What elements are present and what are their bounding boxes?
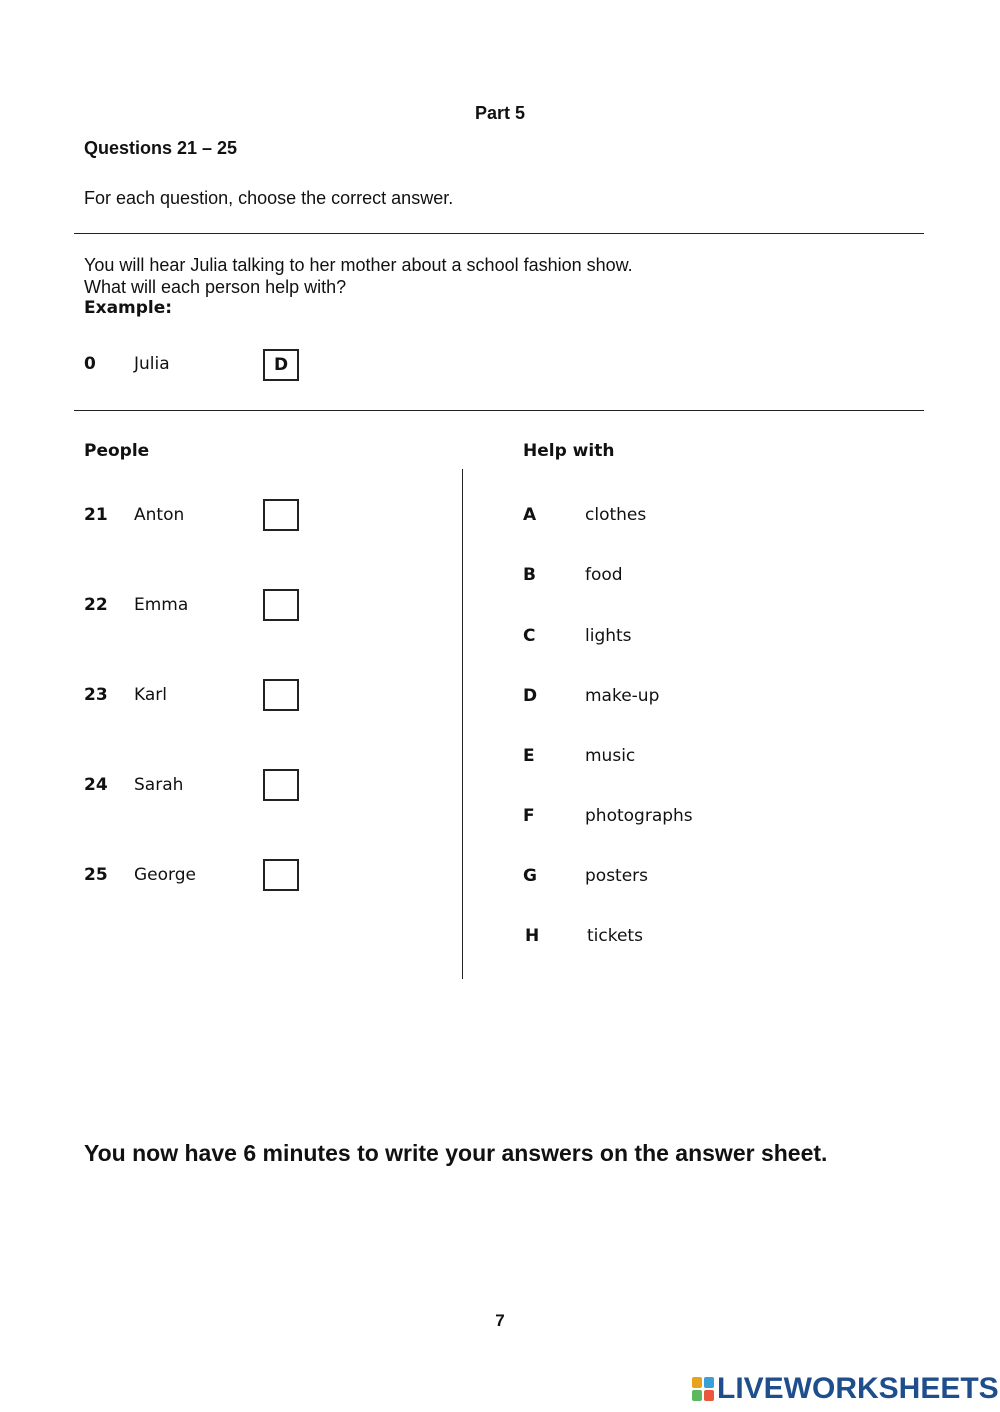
- answer-box[interactable]: [263, 859, 299, 891]
- example-label: Example:: [84, 298, 173, 318]
- example-name: Julia: [134, 354, 170, 374]
- people-heading: People: [84, 441, 150, 461]
- option-text: make-up: [585, 686, 660, 706]
- option-letter: E: [523, 746, 535, 766]
- logo-tile: [692, 1390, 702, 1401]
- closing-instruction: You now have 6 minutes to write your answers on the answer sheet.: [84, 1140, 828, 1166]
- intro-text: You will hear Julia talking to her mother about a school fashion show.: [84, 255, 633, 275]
- questions-range: Questions 21 – 25: [84, 138, 238, 158]
- option-text: posters: [585, 866, 649, 886]
- option-letter: A: [523, 505, 537, 525]
- logo-wordmark: LIVEWORKSHEETS: [717, 1372, 999, 1405]
- person-name: Anton: [134, 505, 185, 525]
- intro-question: What will each person help with?: [84, 277, 347, 297]
- logo-tile: [704, 1390, 714, 1401]
- option-text: food: [585, 565, 623, 585]
- person-name: Sarah: [134, 775, 184, 795]
- option-letter: G: [523, 866, 537, 886]
- logo-tile: [704, 1377, 714, 1388]
- question-number: 24: [84, 775, 108, 795]
- divider-rule: [74, 233, 924, 234]
- option-text: clothes: [585, 505, 647, 525]
- option-text: music: [585, 746, 636, 766]
- question-number: 25: [84, 865, 108, 885]
- option-letter: C: [523, 626, 536, 646]
- example-answer-box: D: [263, 349, 299, 381]
- instruction-text: For each question, choose the correct answer.: [84, 188, 454, 208]
- answer-box[interactable]: [263, 769, 299, 801]
- question-number: 21: [84, 505, 108, 525]
- logo-icon: [692, 1377, 714, 1401]
- person-name: George: [134, 865, 196, 885]
- option-text: tickets: [587, 926, 643, 946]
- option-text: photographs: [585, 806, 693, 826]
- person-name: Emma: [134, 595, 189, 615]
- question-number: 23: [84, 685, 108, 705]
- option-letter: H: [525, 926, 540, 946]
- example-number: 0: [84, 354, 96, 374]
- option-letter: D: [523, 686, 538, 706]
- column-divider: [462, 469, 463, 979]
- divider-rule: [74, 410, 924, 411]
- option-letter: B: [523, 565, 536, 585]
- answer-box[interactable]: [263, 589, 299, 621]
- option-letter: F: [523, 806, 535, 826]
- option-text: lights: [585, 626, 632, 646]
- person-name: Karl: [134, 685, 167, 705]
- part-title: Part 5: [474, 103, 526, 123]
- liveworksheets-logo: [692, 1374, 999, 1404]
- help-with-heading: Help with: [523, 441, 615, 461]
- answer-box[interactable]: [263, 499, 299, 531]
- logo-tile: [692, 1377, 702, 1388]
- question-number: 22: [84, 595, 108, 615]
- page-number: 7: [495, 1311, 505, 1330]
- answer-box[interactable]: [263, 679, 299, 711]
